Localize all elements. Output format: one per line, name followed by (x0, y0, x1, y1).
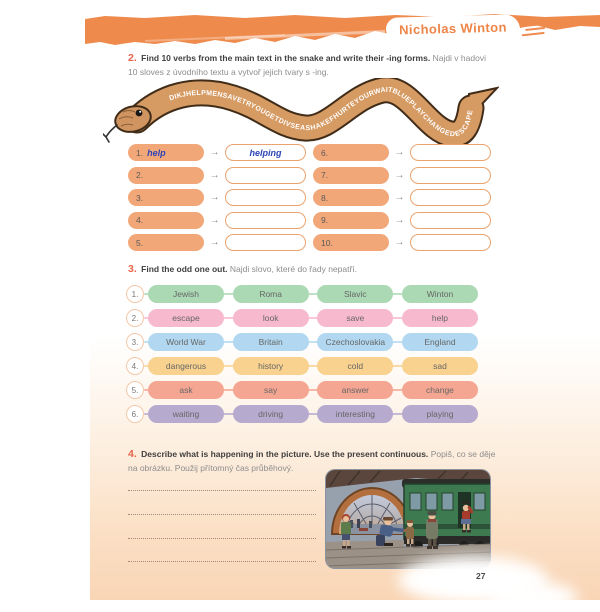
verb-column-right (313, 144, 491, 251)
word-option[interactable]: history (233, 357, 309, 375)
word-option[interactable]: playing (402, 405, 478, 423)
train-station-picture (325, 469, 491, 569)
answer-blank[interactable] (410, 234, 491, 251)
verb-pill: 9. (313, 212, 389, 229)
row-number-circle: 2. (126, 309, 144, 327)
arrow-icon: → (394, 169, 405, 181)
verb-row (313, 189, 491, 206)
exercise2-heading: 2. Find 10 verbs from the main text in the snake and write their -ing forms. Najdi v hadovi 10 sloves z úvodního textu a vytvoř jejich tvary s -ing. (128, 52, 486, 78)
header-title-blob (386, 14, 521, 42)
word-option[interactable]: Slavic (317, 285, 393, 303)
word-option[interactable]: Roma (233, 285, 309, 303)
arrow-icon: → (394, 192, 405, 203)
word-option[interactable]: change (402, 381, 478, 399)
word-option[interactable]: ask (148, 381, 224, 399)
word-option[interactable]: say (233, 381, 309, 399)
word-option[interactable]: Britain (233, 333, 309, 351)
row-number-circle: 1. (126, 285, 144, 303)
arrow-icon: → (394, 237, 405, 248)
word-row (126, 285, 478, 303)
word-option[interactable]: escape (148, 309, 224, 327)
answer-blank[interactable] (225, 234, 306, 251)
answer-blank[interactable] (410, 167, 491, 184)
snake-letters: DIKJHELPMENSAVETRYOUGETDIVSEASHAKEFHURTEYOURWAITBLUEPLAYCHANGEDESCAPE (168, 86, 475, 139)
arrow-icon: → (209, 192, 220, 203)
word-option[interactable]: Czechoslovakia (317, 333, 393, 351)
word-row (126, 309, 478, 327)
word-option[interactable]: sad (402, 357, 478, 375)
arrow-icon: → (209, 147, 220, 158)
writing-line[interactable] (128, 561, 316, 562)
row-number-circle: 5. (126, 381, 144, 399)
odd-one-out-rows (126, 285, 478, 423)
verb-pill: 8. (313, 189, 389, 206)
handwritten-verb: help (147, 147, 166, 158)
arrow-icon: → (209, 237, 220, 248)
exercise4-number: 4. (128, 448, 137, 460)
verb-pill: 3. (128, 189, 204, 206)
answer-blank[interactable] (225, 167, 306, 184)
verb-row (128, 144, 306, 161)
word-option[interactable]: dangerous (148, 357, 224, 375)
verb-pill: 5. (128, 234, 204, 251)
row-number-circle: 4. (126, 357, 144, 375)
arrow-icon: → (394, 214, 405, 226)
word-option[interactable]: answer (317, 381, 393, 399)
verb-pill: 4. (128, 212, 204, 229)
verb-pill: 10. (313, 234, 389, 251)
row-number-circle: 6. (126, 405, 144, 423)
verb-pill: 7. (313, 167, 389, 184)
answer-blank[interactable] (410, 189, 491, 206)
verb-row (313, 144, 491, 161)
word-option[interactable]: driving (233, 405, 309, 423)
word-option[interactable]: look (233, 309, 309, 327)
arrow-icon: → (394, 147, 405, 158)
word-option[interactable]: World War (148, 333, 224, 351)
verb-pill: 1. help (128, 144, 204, 161)
word-option[interactable]: interesting (317, 405, 393, 423)
page-number: 27 (476, 571, 486, 581)
exercise3-heading: 3. Find the odd one out. Najdi slovo, které do řady nepatří. (128, 263, 358, 275)
writing-line[interactable] (128, 538, 316, 539)
scribble-icon (520, 20, 547, 37)
writing-line[interactable] (128, 514, 316, 515)
word-option[interactable]: England (402, 333, 478, 351)
verb-row (313, 167, 491, 184)
arrow-icon: → (209, 214, 220, 226)
verb-row (128, 189, 306, 206)
word-option[interactable]: Winton (402, 285, 478, 303)
word-option[interactable]: waiting (148, 405, 224, 423)
exercise4-heading: 4. Describe what is happening in the picture. Use the present continuous. Popiš, co se děje na obrázku. Použij přítomný čas průběhový. (128, 448, 496, 474)
verb-column-left (128, 144, 306, 251)
word-row (126, 357, 478, 375)
verb-row (128, 234, 306, 251)
answer-blank[interactable] (225, 189, 306, 206)
word-row (126, 333, 478, 351)
verb-row (128, 212, 306, 229)
verb-row (313, 212, 491, 229)
verb-row (128, 167, 306, 184)
answer-blank[interactable] (410, 144, 491, 161)
word-option[interactable]: Jewish (148, 285, 224, 303)
snake-illustration (103, 78, 499, 152)
word-row (126, 405, 478, 423)
word-option[interactable]: save (317, 309, 393, 327)
exercise3-number: 3. (128, 263, 137, 275)
exercise2-number: 2. (128, 52, 137, 64)
arrow-icon: → (209, 169, 220, 181)
page-title: Nicholas Winton (398, 19, 508, 38)
answer-blank[interactable]: helping (225, 144, 306, 161)
word-option[interactable]: help (402, 309, 478, 327)
row-number-circle: 3. (126, 333, 144, 351)
writing-line[interactable] (128, 490, 316, 491)
torn-paper-cloud (488, 582, 578, 612)
answer-blank[interactable] (225, 212, 306, 229)
verb-pill: 6. (313, 144, 389, 161)
verb-row (313, 234, 491, 251)
word-option[interactable]: cold (317, 357, 393, 375)
snake-head (103, 103, 153, 142)
verb-pill: 2. (128, 167, 204, 184)
answer-blank[interactable] (410, 212, 491, 229)
word-row (126, 381, 478, 399)
